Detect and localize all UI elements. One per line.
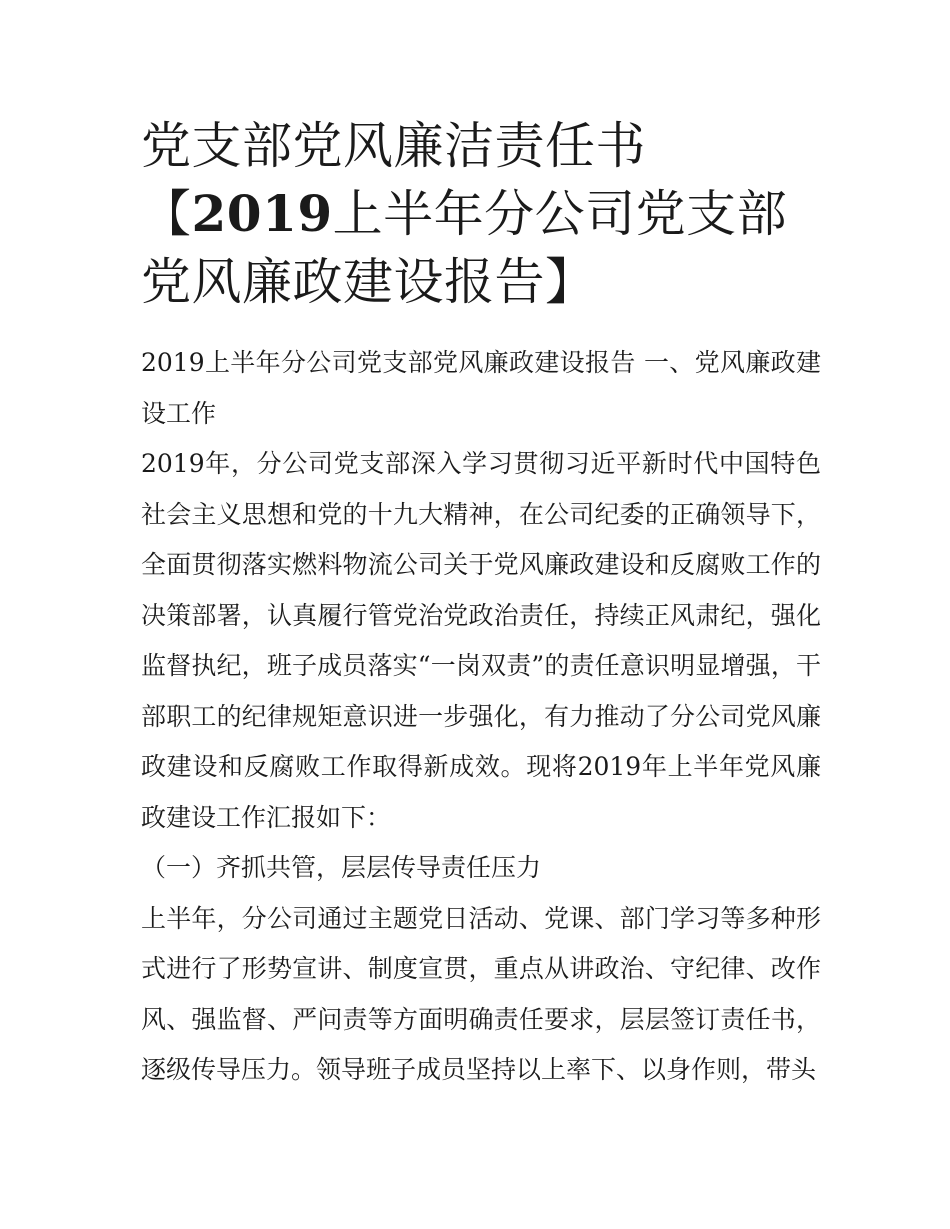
document-body — [141, 338, 821, 1096]
section-heading-1: （一）齐抓共管，层层传导责任压力 — [141, 853, 542, 882]
paragraph-section-1: 上半年，分公司通过主题党日活动、党课、部门学习等多种形式进行了形势宣讲、制度宣贯，重点从讲政治、守纪律、改作风、强监督、严问责等方面明确责任要求，层层签订责任书，逐级传导压力。领导班子成员坚持以上率下、以身作则，带头 — [141, 903, 821, 1084]
title-year: 2019 — [191, 184, 333, 243]
paragraph-intro: 2019年，分公司党支部深入学习贯彻习近平新时代中国特色社会主义思想和党的十九大精神，在公司纪委的正确领导下，全面贯彻落实燃料物流公司关于党风廉政建设和反腐败工作的决策部署，认真履行管党治党政治责任，持续正风肃纪，强化监督执纪，班子成员落实“一岗双责”的责任意识明显增强，干部职工的纪律规矩意识进一步强化，有力推动了分公司党风廉政建设和反腐败工作取得新成效。现将2019年上半年党风廉政建设工作汇报如下： — [141, 449, 821, 832]
title-part-1: 党支部党风廉洁责任书【 — [141, 117, 646, 243]
title-part-2: 上半年分公司党支部党风廉政建设报告】 — [141, 185, 788, 311]
document-page — [141, 112, 821, 1096]
paragraph-report-heading: 2019上半年分公司党支部党风廉政建设报告 一、党风廉政建设工作 — [141, 348, 821, 428]
document-title — [141, 112, 821, 316]
